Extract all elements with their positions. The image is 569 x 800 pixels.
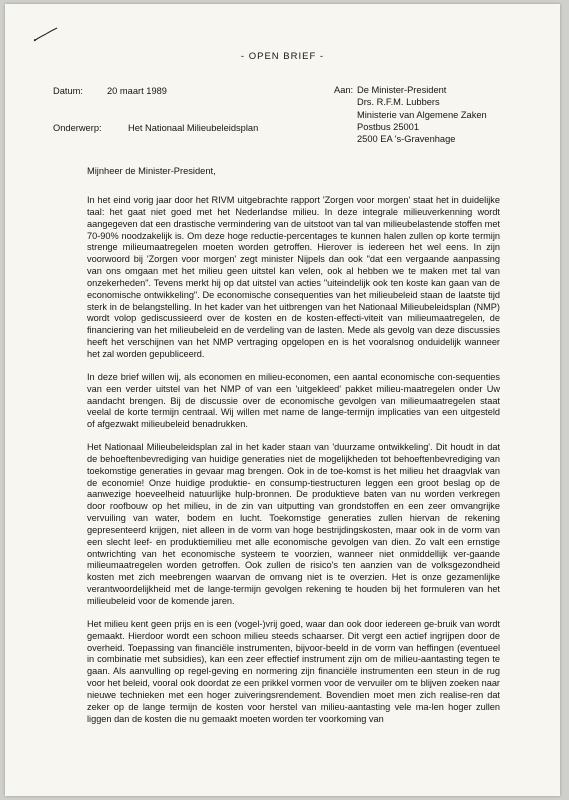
letter-title: - OPEN BRIEF -	[240, 51, 325, 62]
letter-body	[87, 195, 500, 736]
address-line: De Minister-President	[357, 85, 447, 95]
body-paragraph: In deze brief willen wij, als economen en milieu-economen, een aantal economische con-sequenties van een verder uitstel van het NMP of van een 'uitgekleed' pakket milieu-maatregelen onder Uw aandacht brengen. Bij de discussie over de economische gevolgen van milieumaatregelen staat veelal de korte termijn centraal. Wij willen met name de lange-termijn implicaties van een uitgesteld of afgezwakt milieubeleid benadrukken.	[87, 371, 500, 430]
body-paragraph: In het eind vorig jaar door het RIVM uitgebrachte rapport 'Zorgen voor morgen' staat het in duidelijke taal: het gaat niet goed met het Nederlandse milieu. In deze integrale milieuverkenning wordt aangegeven dat een drastische vermindering van de uitstoot van tal van milieubelastende stoffen met 70-90% noodzakelijk is. Om deze hoge reductie-percentages te kunnen halen zullen op korte termijn strenge milieumaatregelen moeten worden getroffen. Hierover is iedereen het wel eens. In zijn voorwoord bij 'Zorgen voor morgen' zegt minister Nijpels dan ook "dat een vergaande aanpassing van ons omgaan met het milieu geen uitstel kan velen, ook al hebben we te maken met tal van onzekerheden". Tevens merkt hij op dat uitstel van acties "uiteindelijk ook ten koste kan gaan van de economische ontwikkeling". De economische consequenties van het milieubeleid staan de laatste tijd sterk in de belangstelling. In het kader van het uitbrengen van het Nationaal Milieubeleidsplan (NMP) wordt volop gediscussieerd over de kosten en de kosten-effecti-viteit van milieumaatregelen, de financiering van het milieubeleid en de verdeling van de lasten. Mede als gevolg van deze discussies heeft het verschijnen van het NMP vertraging opgelopen en is het vooralsnog onduidelijk wanneer het zal worden gepubliceerd.	[87, 195, 500, 359]
address-line: Drs. R.F.M. Lubbers	[357, 97, 440, 108]
salutation: Mijnheer de Minister-President,	[87, 166, 216, 176]
body-paragraph: Het Nationaal Milieubeleidsplan zal in het kader staan van 'duurzame ontwikkeling'. Dit houdt in dat de behoeftenbevrediging van huidige generaties niet de mogelijkheden tot behoeftenbevrediging van toekomstige generaties in gevaar mag brengen. Ook in de toe-komst is het milieu het draagvlak van de economie! Onze huidige produktie- en consump-tiestructuren leggen een groot beslag op de aanwezige hoeveelheid natuurlijke hulp-bronnen. De produktieve baten van nu worden verkregen door roofbouw op het milieu, in de zin van uitputting van grondstoffen en een zeer omvangrijke vervuiling van water, bodem en lucht. Toekomstige generaties zullen hiervan de rekening gepresenteerd krijgen, niet alleen in de vorm van hoge bestrijdingskosten, maar ook in de vorm van een slecht leef- en produktiemilieu met alle economische gevolgen van dien. Zo valt een ernstige ontwrichting van het economische systeem te voorzien, wanneer niet onmiddellijk ver-gaande milieumaatregelen worden getroffen. Ook zullen de risico's ten aanzien van de volksgezondheid kosten met zich meebrengen waarvan de omvang niet is te overzien. Het is onze gezamenlijke verantwoordelijkheid met de lange-termijn gevolgen rekening te houden bij het formuleren van het milieubeleid voor de komende jaren.	[87, 442, 500, 606]
handwritten-mark	[32, 26, 60, 46]
body-paragraph: Het milieu kent geen prijs en is een (vogel-)vrij goed, waar dan ook door iedereen ge-bruik van wordt gemaakt. Hierdoor wordt een schoon milieu steeds schaarser. Dit vergt een actief ingrijpen door de overheid. Toepassing van financiële instrumenten, bijvoor-beeld in de vorm van heffingen (eventueel in combinatie met subsidies), kan een zeer effectief instrument zijn om de milieu-aantasting tegen te gaan. Als aanvulling op regel-geving en normering zijn financiële instrumenten een steun in de rug voor het beleid, vooral ook doordat ze een prikkel vormen voor de vervuiler om te blijven zoeken naar nieuwe technieken met een hoger zuiveringsrendement. Bovendien moet men zich realise-ren dat zeker op de lange termijn de kosten voor herstel van milieu-aantasting vele ma-len hoger zullen liggen dan de kosten die nu gemaakt moeten worden ter voorkoming van	[87, 618, 500, 724]
address-line: Postbus 25001	[357, 121, 420, 132]
recipient-label: Aan:	[334, 85, 354, 95]
date-label: Datum:	[53, 86, 83, 96]
address-line: 2500 EA 's-Gravenhage	[357, 134, 456, 145]
subject-label: Onderwerp:	[53, 123, 102, 133]
subject-value: Het Nationaal Milieubeleidsplan	[128, 123, 259, 133]
recipient-address	[357, 84, 487, 145]
date-value: 20 maart 1989	[107, 86, 167, 96]
address-line: Ministerie van Algemene Zaken	[357, 109, 487, 120]
letter-page	[5, 4, 560, 796]
